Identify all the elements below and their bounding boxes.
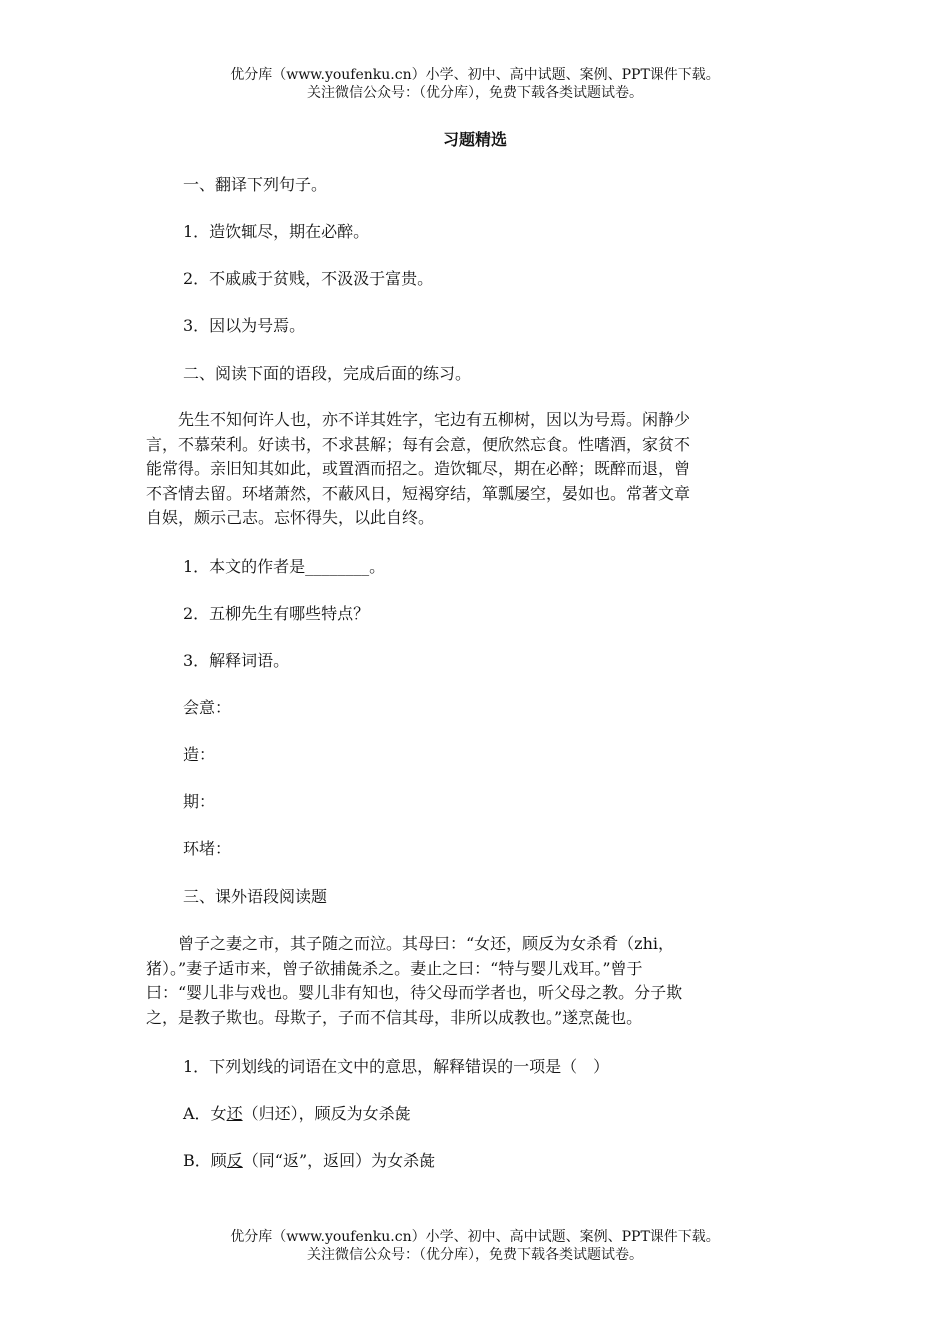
section2-heading: 二、阅读下面的语段，完成后面的练习。 [183,364,472,383]
option-a-suffix: （归还），顾反为女杀彘 [242,1104,411,1123]
section3-heading: 三、课外语段阅读题 [183,887,328,906]
section2-question-2: 2．五柳先生有哪些特点？ [183,604,370,623]
footer-line-2: 关注微信公众号：（优分库），免费下载各类试题试卷。 [307,1247,643,1263]
footer-line-1: 优分库（www.youfenku.cn）小学、初中、高中试题、案例、PPT课件下载。 [230,1229,720,1245]
section1-item-3: 3．因以为号焉。 [183,316,306,335]
header-line-2: 关注微信公众号：（优分库），免费下载各类试题试卷。 [307,85,643,101]
term-qi: 期： [183,792,216,811]
section1-item-2: 2．不戚戚于贫贱，不汲汲于富贵。 [183,269,434,288]
page-title: 习题精选 [442,130,507,149]
page-header [0,66,950,102]
passage-line: 言，不慕荣利。好读书，不求甚解；每有会意，便欣然忘食。性嗜酒，家贫不 [146,434,691,454]
section2-question-1: 1．本文的作者是________。 [183,557,386,576]
passage-line: 曰：“婴儿非与戏也。婴儿非有知也，待父母而学者也，听父母之教。分子欺 [146,983,683,1002]
option-b-underlined-word: 反 [226,1151,243,1170]
passage-line: 不吝情去留。环堵萧然，不蔽风日，短褐穿结，箪瓢屡空，晏如也。常著文章 [146,483,691,503]
section2-question-3: 3．解释词语。 [183,651,290,670]
term-huandu: 环堵： [183,839,232,858]
passage-line: 能常得。亲旧知其如此，或置酒而招之。造饮辄尽，期在必醉；既醉而退，曾 [146,459,691,478]
section1-item-1: 1．造饮辄尽，期在必醉。 [183,222,370,241]
section2-passage [146,408,806,531]
option-b-prefix: B．顾 [183,1151,227,1170]
option-b [183,1150,435,1172]
option-a-underlined-word: 还 [226,1104,243,1123]
passage-line: 曾子之妻之市，其子随之而泣。其母曰：“女还，顾反为女杀肴（zhi， [146,934,675,953]
term-huiyi: 会意： [183,698,232,717]
term-zao: 造： [183,745,216,764]
passage-line: 猪）。”妻子适市来，曾子欲捕彘杀之。妻止之曰：“特与婴儿戏耳。”曾于 [146,958,643,978]
option-a-prefix: A．女 [183,1104,227,1123]
passage-line: 先生不知何许人也，亦不详其姓字，宅边有五柳树，因以为号焉。闲静少 [146,410,691,429]
passage-line: 自娱，颇示己志。忘怀得失，以此自终。 [146,508,435,527]
section1-heading: 一、翻译下列句子。 [183,175,328,194]
section3-passage [146,932,806,1030]
section3-question-1: 1．下列划线的词语在文中的意思，解释错误的一项是（ ） [183,1057,610,1076]
option-a [183,1103,411,1125]
passage-line: 之，是教子欺也。母欺子，子而不信其母，非所以成教也。”遂烹彘也。 [146,1007,643,1027]
option-b-suffix: （同“返”，返回）为女杀彘 [242,1151,436,1170]
page-footer [0,1228,950,1264]
header-line-1: 优分库（www.youfenku.cn）小学、初中、高中试题、案例、PPT课件下载。 [230,67,720,83]
